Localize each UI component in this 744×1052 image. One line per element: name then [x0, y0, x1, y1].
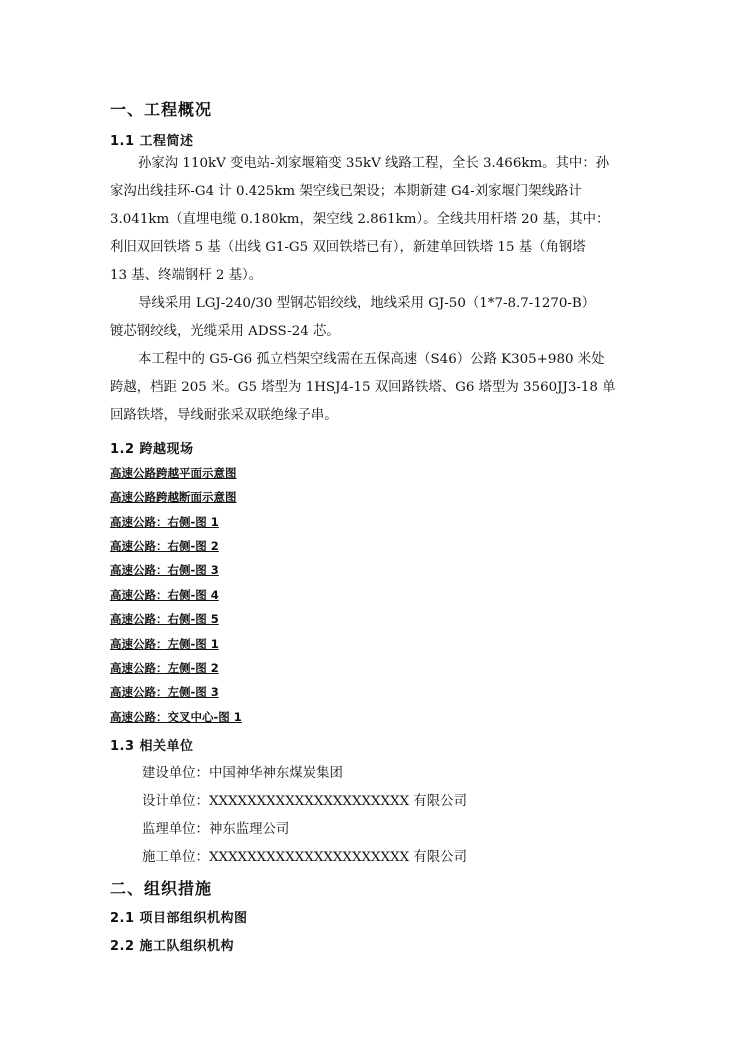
unit-construction-owner: 建设单位：中国神华神东煤炭集团	[142, 766, 343, 781]
link-center-1[interactable]: 高速公路：交叉中心-图 1	[110, 710, 242, 724]
section-2-1-heading: 2.1 项目部组织机构图	[110, 911, 248, 926]
paragraph-project-overview	[110, 150, 635, 290]
link-right-2[interactable]: 高速公路：右侧-图 2	[110, 539, 219, 553]
paragraph-line: 导线采用 LGJ-240/30 型钢芯铝绞线，地线采用 GJ-50（1*7-8.7-1270-B）	[138, 296, 596, 311]
section-2-heading: 二、组织措施	[110, 879, 213, 898]
link-right-1[interactable]: 高速公路：右侧-图 1	[110, 515, 219, 529]
link-right-3[interactable]: 高速公路：右侧-图 3	[110, 563, 219, 577]
paragraph-line: 本工程中的 G5-G6 孤立档架空线需在五保高速（S46）公路 K305+980 米处	[138, 352, 605, 367]
paragraph-line: 13 基、终端钢杆 2 基）。	[110, 268, 263, 283]
section-1-heading: 一、工程概况	[110, 100, 213, 119]
paragraph-line: 跨越，档距 205 米。G5 塔型为 1HSJ4-15 双回路铁塔、G6 塔型为 3560JJ3-18 单	[110, 380, 616, 395]
unit-contractor: 施工单位：XXXXXXXXXXXXXXXXXXXXX 有限公司	[142, 850, 467, 865]
paragraph-line: 3.041km（直埋电缆 0.180km，架空线 2.861km）。全线共用杆塔 20 基，其中：	[110, 212, 610, 227]
link-right-4[interactable]: 高速公路：右侧-图 4	[110, 588, 219, 602]
paragraph-line: 家沟出线挂环-G4 计 0.425km 架空线已架设；本期新建 G4-刘家堰门架线路计	[110, 184, 582, 199]
unit-supervision: 监理单位：神东监理公司	[142, 822, 290, 837]
section-1-1-heading: 1.1 工程简述	[110, 134, 194, 149]
link-crossing-section[interactable]: 高速公路跨越断面示意图	[110, 490, 237, 504]
link-left-1[interactable]: 高速公路：左侧-图 1	[110, 637, 219, 651]
paragraph-conductor	[110, 290, 635, 346]
section-1-2-heading: 1.2 跨越现场	[110, 442, 194, 457]
link-left-2[interactable]: 高速公路：左侧-图 2	[110, 661, 219, 675]
paragraph-line: 回路铁塔，导线耐张采双联绝缘子串。	[110, 408, 338, 423]
paragraph-line: 孙家沟 110kV 变电站-刘家堰箱变 35kV 线路工程，全长 3.466km。其中：孙	[138, 156, 610, 171]
link-crossing-plan[interactable]: 高速公路跨越平面示意图	[110, 466, 237, 480]
link-left-3[interactable]: 高速公路：左侧-图 3	[110, 685, 219, 699]
paragraph-line: 镀芯钢绞线，光缆采用 ADSS-24 芯。	[110, 324, 340, 339]
paragraph-crossing	[110, 346, 635, 430]
unit-design: 设计单位：XXXXXXXXXXXXXXXXXXXXX 有限公司	[142, 794, 467, 809]
section-2-2-heading: 2.2 施工队组织机构	[110, 939, 235, 954]
paragraph-line: 利旧双回铁塔 5 基（出线 G1-G5 双回铁塔已有），新建单回铁塔 15 基（角钢塔	[110, 240, 586, 255]
section-1-3-heading: 1.3 相关单位	[110, 739, 194, 754]
link-right-5[interactable]: 高速公路：右侧-图 5	[110, 612, 219, 626]
